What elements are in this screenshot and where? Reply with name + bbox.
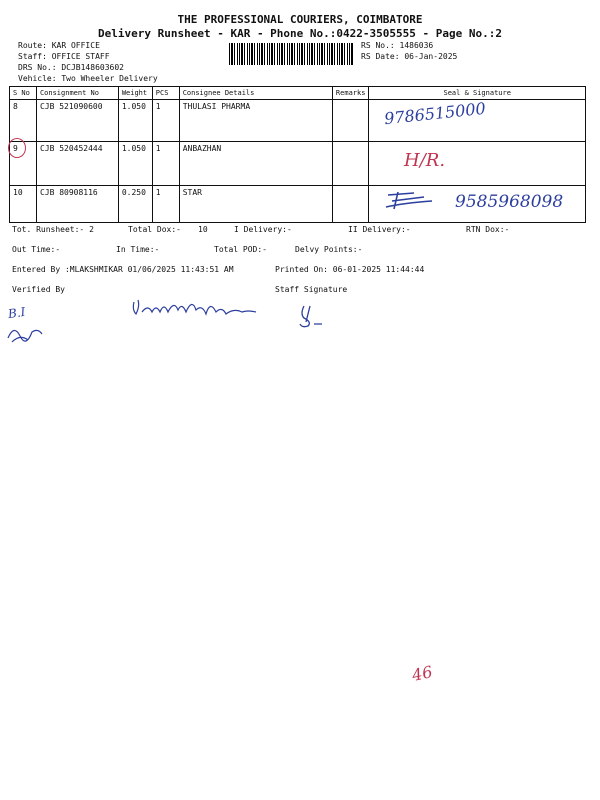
cell-sno: 8 [10,100,37,142]
header-consignment: Consignment No [36,87,118,100]
cell-sno: 10 [10,186,37,223]
cell-consignee: STAR [179,186,332,223]
staff-signature-label: Staff Signature [275,285,348,294]
header-pcs: PCS [152,87,179,100]
cell-consignment: CJB 520452444 [36,142,118,186]
total-dox-label: Total Dox:- [128,225,181,234]
total-dox-value: 10 [198,225,208,234]
i-delivery: I Delivery:- [234,225,292,234]
cell-remarks [332,100,369,142]
printed-on: Printed On: 06-01-2025 11:44:44 [275,265,425,274]
table-row [10,142,586,186]
in-time: In Time:- [116,245,160,254]
header-remarks: Remarks [332,87,369,100]
cell-consignment: CJB 521090600 [36,100,118,142]
cell-weight: 1.050 [118,142,152,186]
route-label: Route: KAR OFFICE [18,41,100,50]
handwritten-hr-row9: H/R. [404,150,446,171]
entered-by: Entered By :MLAKSHMIKAR 01/06/2025 11:43:51 AM [12,265,234,274]
tot-runsheet: Tot. Runsheet:- 2 [12,225,94,234]
row9-circle-mark [8,138,26,158]
delvy-points: Delvy Points:- [295,245,363,254]
rtn-dox: RTN Dox:- [466,225,510,234]
cell-weight: 1.050 [118,100,152,142]
header-seal-signature: Seal & Signature [369,87,586,100]
handwritten-page-mark: 46 [410,662,435,685]
cell-consignee: ANBAZHAN [179,142,332,186]
rs-number: RS No.: 1486036 [361,41,434,50]
cell-seal [369,142,586,186]
cell-remarks [332,186,369,223]
company-title: THE PROFESSIONAL COURIERS, COIMBATORE [177,13,423,26]
runsheet-subtitle: Delivery Runsheet - KAR - Phone No.:0422-3505555 - Page No.:2 [98,27,502,40]
verifier-signature [130,296,262,322]
handwritten-signature-row10 [384,189,436,211]
cell-consignment: CJB 80908116 [36,186,118,223]
verified-by-label: Verified By [12,285,65,294]
header-consignee: Consignee Details [179,87,332,100]
staff-label: Staff: OFFICE STAFF [18,52,110,61]
handwritten-phone-row10: 9585968098 [455,192,564,212]
cell-remarks [332,142,369,186]
cell-pcs: 1 [152,100,179,142]
cell-weight: 0.250 [118,186,152,223]
table-row [10,100,586,142]
header-sno: S No [10,87,37,100]
total-pod: Total POD:- [214,245,267,254]
out-time: Out Time:- [12,245,61,254]
vehicle-label: Vehicle: Two Wheeler Delivery [18,74,158,83]
drs-number: DRS No.: DCJB148603602 [18,63,124,72]
staff-signature-mark [296,302,324,330]
cell-pcs: 1 [152,142,179,186]
barcode [229,43,353,65]
handwritten-phone-row8: 9786515000 [383,98,487,129]
cell-sno: 9 [10,142,37,186]
header-weight: Weight [118,87,152,100]
cell-pcs: 1 [152,186,179,223]
cell-consignee: THULASI PHARMA [179,100,332,142]
handwritten-bi-note: B.I [7,304,27,322]
handwritten-scribble-left [6,320,46,346]
ii-delivery: II Delivery:- [348,225,411,234]
table-header-row [10,87,586,100]
rs-date: RS Date: 06-Jan-2025 [361,52,458,61]
